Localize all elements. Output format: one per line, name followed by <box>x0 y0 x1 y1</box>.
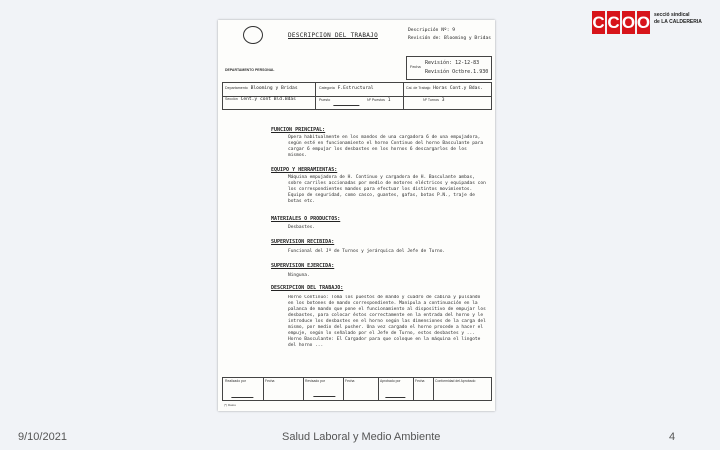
clase-value: Horas Cont.y Bdas. <box>433 86 483 91</box>
puestos-label: Nº Puestos <box>367 98 385 102</box>
section-heading: MATERIALES O PRODUCTOS: <box>271 216 341 222</box>
seccion-value: Cent.y cont Bld.Bdas <box>240 97 296 102</box>
section-text: Horno Continuo: Toma los puestos de mando y cuadro de cabina y pulsando en los botones de mando correspondiente. Manipula a continuación en la palanca de mando que pone el funcionamiento al dispositivo de empujar los desbastes, para colocar éstos correctamente en la entrada del horno y le introduce los desbastes en el horno según las dimensiones de la carga del mismo, por medio del pusher. Una vez cargado el horno procede a hacer el empuje, según lo señalado por el Jefe de Turno, estos desbastes y ... Horno Basculante: El Cargador para que coloque en la máquina el lingote del horno ... <box>288 295 486 348</box>
handwritten-signature <box>231 388 257 398</box>
seccion-label: Sección <box>225 97 238 101</box>
footer-col-label: Realizado por <box>225 379 246 383</box>
handwritten-signature <box>385 388 409 398</box>
logo-subtitle-line2: de LA CALDERERIA <box>654 19 702 25</box>
header-table <box>222 82 492 110</box>
footer-col-label: Conformidad del Aprobado <box>435 379 476 383</box>
footer-note: (*) Datos <box>224 403 236 407</box>
puesto-label: Puesto <box>319 98 331 102</box>
slide-footer-title: Salud Laboral y Medio Ambiente <box>282 431 441 443</box>
footer-col-label: Fecha <box>265 379 275 383</box>
scanned-document <box>218 20 495 411</box>
company-seal-icon <box>243 26 263 44</box>
categoria-value: F.Estructural <box>337 86 374 91</box>
footer-col-label: Fecha <box>415 379 425 383</box>
turnos-label: Nº Turnos <box>423 98 439 102</box>
section-heading: SUPERVISION RECIBIDA: <box>271 239 335 245</box>
puestos-value: 1 <box>387 98 391 103</box>
header-right <box>408 27 491 43</box>
org-line: DEPARTAMENTO PERSONAL <box>225 68 275 72</box>
fecha-date1: 12-12-83 <box>455 60 480 66</box>
dept-value: Blooming y Bridas <box>250 86 298 91</box>
handwritten-signature <box>333 96 363 106</box>
signature-footer <box>222 377 492 401</box>
header-line2: Revisión de: Blooming y Bridas <box>408 36 491 41</box>
section-heading: FUNCION PRINCIPAL: <box>271 127 326 133</box>
ccoo-logo <box>592 11 650 34</box>
categoria-label: Categoría <box>319 86 335 90</box>
document-title: DESCRIPCION DEL TRABAJO <box>288 32 378 39</box>
fecha-date2: Octbre.1.930 <box>452 69 489 75</box>
slide-page-number: 4 <box>669 431 676 443</box>
turnos-value: 3 <box>441 98 445 103</box>
logo-letter: C <box>592 11 605 34</box>
footer-col-label: Aprobado por <box>380 379 401 383</box>
section-text: Funcional del Jº de Turnos y jerárquica del Jefe de Turno. <box>288 249 446 254</box>
logo-subtitle-line1: secció sindical <box>654 12 690 18</box>
logo-subtitle <box>654 12 714 26</box>
logo-letter: O <box>637 11 650 34</box>
footer-col-label: Revisado por <box>305 379 325 383</box>
logo-letter: C <box>607 11 620 34</box>
section-text: Máquina empujadora de H. Continuo y cargadora de H. Basculante ambas, sobre carriles accionadas por medio de motores eléctricos y equipadas con los correspondientes mandos para efectuar los distintos movimientos. Equipo de seguridad, como casco, guantes, gafas, botas P.N., traje de botas etc. <box>288 175 486 204</box>
section-heading: SUPERVISION EJERCIDA: <box>271 263 335 269</box>
section-heading: DESCRIPCION DEL TRABAJO: <box>271 285 344 291</box>
section-heading: EQUIPO Y HERRAMIENTAS: <box>271 167 338 173</box>
header-line1: Descripción Nº: 9 <box>408 28 456 33</box>
fecha-line1: Revisión: <box>425 60 453 66</box>
fecha-box <box>406 56 492 80</box>
handwritten-signature <box>313 387 339 397</box>
slide-date: 9/10/2021 <box>18 431 67 443</box>
section-text: Ninguna. <box>288 273 310 278</box>
footer-col-label: Fecha <box>345 379 355 383</box>
fecha-values <box>425 59 488 77</box>
fecha-label: Fecha <box>410 65 421 69</box>
fecha-line2: Revisión <box>425 69 450 75</box>
section-text: Desbastes. <box>288 225 316 230</box>
section-text: Opera habitualmente en los mandos de una cargadora 6 de una empujadora, según esté en funcionamiento el horno Continuo del horno Basculante para cargar 6 empujar los desbastes en los hornos 6 descargarlos de los mismos. <box>288 135 484 158</box>
clase-label: Cal. de Trabajo <box>406 86 431 90</box>
logo-letter: O <box>622 11 635 34</box>
dept-label: Departamento <box>225 86 248 90</box>
